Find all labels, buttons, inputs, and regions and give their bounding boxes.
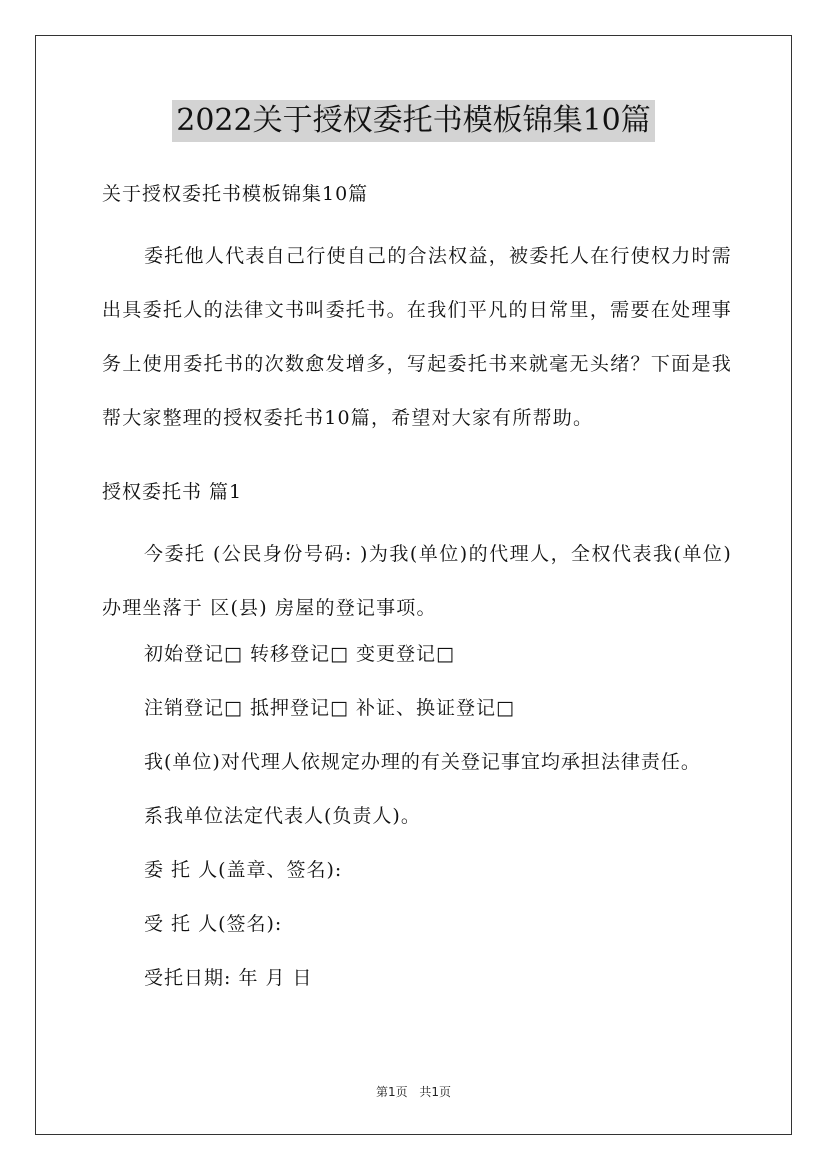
section-paragraph: 今委托 (公民身份号码: )为我(单位)的代理人，全权代表我(单位)办理坐落于 区(县) 房屋的登记事项。 xyxy=(102,543,732,619)
legal-representative-line: 系我单位法定代表人(负责人)。 xyxy=(144,805,421,827)
document-title: 2022关于授权委托书模板锦集10篇 xyxy=(172,100,655,142)
agent-signature-line: 受 托 人(签名): xyxy=(144,913,283,935)
liability-statement: 我(单位)对代理人依规定办理的有关登记事宜均承担法律责任。 xyxy=(144,751,701,773)
registration-options-line-2: 注销登记□ 抵押登记□ 补证、换证登记□ xyxy=(144,697,515,719)
document-body xyxy=(102,175,732,1013)
page-footer xyxy=(0,1083,827,1100)
intro-paragraph: 委托他人代表自己行使自己的合法权益，被委托人在行使权力时需出具委托人的法律文书叫委托书。在我们平凡的日常里，需要在处理事务上使用委托书的次数愈发增多，写起委托书来就毫无头绪？下面是我帮大家整理的授权委托书10篇，希望对大家有所帮助。 xyxy=(102,245,732,429)
page-total: 共1页 xyxy=(419,1085,452,1099)
title-wrap xyxy=(0,100,827,142)
document-subtitle: 关于授权委托书模板锦集10篇 xyxy=(102,183,369,205)
spacer xyxy=(102,445,732,473)
principal-signature-line: 委 托 人(盖章、签名): xyxy=(144,859,343,881)
page-number: 第1页 xyxy=(375,1085,408,1099)
section-heading: 授权委托书 篇1 xyxy=(102,481,243,503)
date-line: 受托日期: 年 月 日 xyxy=(144,967,313,989)
registration-options-line-1: 初始登记□ 转移登记□ 变更登记□ xyxy=(144,643,455,665)
